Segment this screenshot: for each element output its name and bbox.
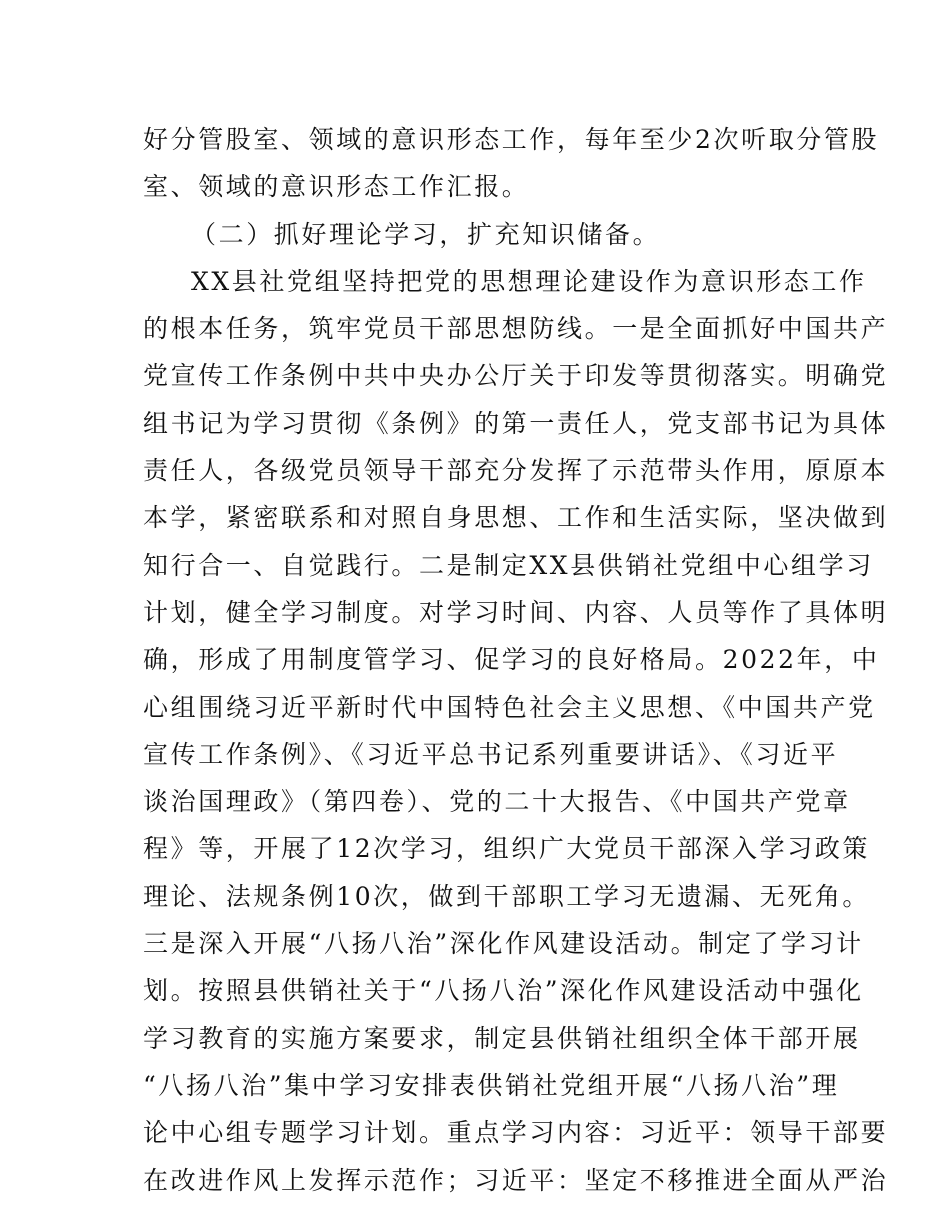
text-line-18: 三是深入开展“八扬八治”深化作风建设活动。制定了学习计 [143,929,864,959]
text-line-16: 程》等，开展了12次学习，组织广大党员干部深入学习政策 [143,834,871,864]
text-line-21: “八扬八治”集中学习安排表供销社党组开展“八扬八治”理 [143,1070,840,1100]
text-line-4: XX县社党组坚持把党的思想理论建设作为意识形态工作 [191,266,867,296]
text-line-20: 学习教育的实施方案要求，制定县供销社组织全体干部开展 [143,1023,861,1053]
text-line-9: 本学，紧密联系和对照自身思想、工作和生活实际，坚决做到 [143,503,889,533]
text-line-2: 室、领域的意识形态工作汇报。 [143,172,530,202]
text-line-14: 宣传工作条例》、《习近平总书记系列重要讲话》、《习近平 [143,739,839,769]
text-line-12: 确，形成了用制度管学习、促学习的良好格局。2022年，中 [143,645,880,675]
text-line-8: 责任人，各级党员领导干部充分发挥了示范带头作用，原原本 [143,456,889,486]
text-line-7: 组书记为学习贯彻《条例》的第一责任人，党支部书记为具体 [143,408,889,438]
text-line-13: 心组围绕习近平新时代中国特色社会主义思想、《中国共产党 [143,692,876,722]
text-line-10: 知行合一、自觉践行。二是制定XX县供销社党组中心组学习 [143,550,874,580]
text-line-17: 理论、法规条例10次，做到干部职工学习无遗漏、无死角。 [143,881,871,911]
text-line-22: 论中心组专题学习计划。重点学习内容：习近平：领导干部要 [143,1118,889,1148]
text-line-1: 好分管股室、领域的意识形态工作，每年至少2次听取分管股 [143,125,880,154]
text-line-5: 的根本任务，筑牢党员干部思想防线。一是全面抓好中国共产 [143,314,889,344]
document-body [143,116,889,1204]
text-line-11: 计划，健全学习制度。对学习时间、内容、人员等作了具体明 [143,597,889,627]
text-line-15: 谈治国理政》（第四卷）、党的二十大报告、《中国共产党章 [143,787,851,817]
text-line-23: 在改进作风上发挥示范作；习近平：坚定不移推进全面从严治 [143,1165,889,1195]
text-line-6: 党宣传工作条例中共中央办公厅关于印发等贯彻落实。明确党 [143,361,889,391]
text-line-19: 划。按照县供销社关于“八扬八治”深化作风建设活动中强化 [143,976,864,1006]
section-heading: （二）抓好理论学习，扩充知识储备。 [191,219,661,249]
